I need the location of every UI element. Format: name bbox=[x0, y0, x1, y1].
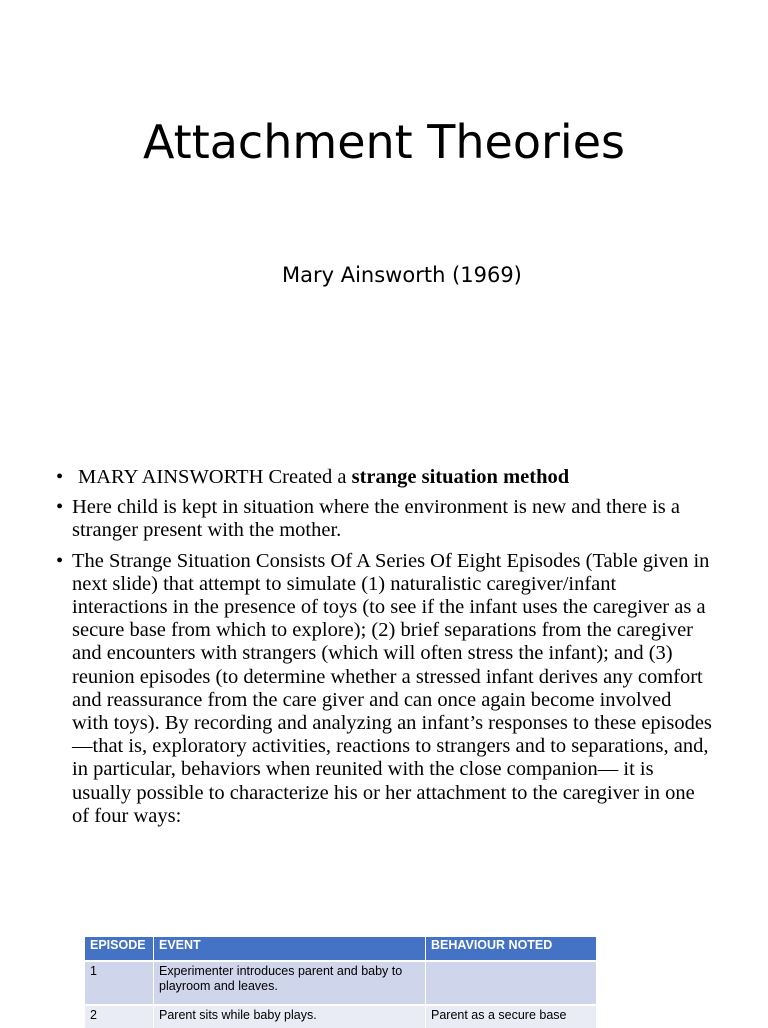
column-header-behaviour: BEHAVIOUR NOTED bbox=[426, 937, 597, 961]
bullet-text: MARY AINSWORTH Created a bbox=[78, 466, 352, 488]
table-cell bbox=[426, 961, 597, 1005]
table-cell: Parent as a secure base bbox=[426, 1005, 597, 1028]
bullet-item bbox=[56, 496, 712, 542]
table-row bbox=[85, 961, 597, 1005]
bullet-dot-icon: • bbox=[56, 496, 64, 519]
bullet-dot-icon: • bbox=[56, 466, 64, 488]
table-row bbox=[85, 1005, 597, 1028]
table-cell: Parent sits while baby plays. bbox=[154, 1005, 426, 1028]
bullet-list bbox=[56, 466, 712, 835]
bullet-dot-icon: • bbox=[56, 549, 64, 572]
table-cell: 1 bbox=[85, 961, 154, 1005]
bullet-bold-text: strange situation method bbox=[351, 466, 570, 488]
slide-title: Attachment Theories bbox=[143, 115, 625, 169]
bullet-text: The Strange Situation Consists Of A Series Of Eight Episodes (Table given in next slide) that attempt to simulate (1) naturalistic caregiver/infant interactions in the presence of toys (to see if the infant uses the caregiver as a secure base from which to explore); (2) brief separations from the caregiver and encounters with strangers (which will often stress the infant); and (3) reunion episodes (to determine whether a stressed infant derives any comfort and reassurance from the care giver and can once again become involved with toys). By recording and analyzing an infant’s responses to these episodes—that is, exploratory activities, reactions to strangers and to separations, and, in particular, behaviors when reunited with the close companion— it is usually possible to characterize his or her attachment to the caregiver in one of four ways: bbox=[72, 549, 712, 827]
bullet-item bbox=[56, 466, 712, 489]
episodes-table bbox=[85, 937, 597, 1028]
column-header-episode: EPISODE bbox=[85, 937, 154, 961]
table-cell: 2 bbox=[85, 1005, 154, 1028]
bullet-item bbox=[56, 550, 712, 828]
table-header-row bbox=[85, 937, 597, 961]
bullet-text: Here child is kept in situation where the environment is new and there is a stranger present with the mother. bbox=[72, 496, 680, 542]
slide-subtitle: Mary Ainsworth (1969) bbox=[282, 263, 522, 287]
column-header-event: EVENT bbox=[154, 937, 426, 961]
table-cell: Experimenter introduces parent and baby to playroom and leaves. bbox=[154, 961, 426, 1005]
